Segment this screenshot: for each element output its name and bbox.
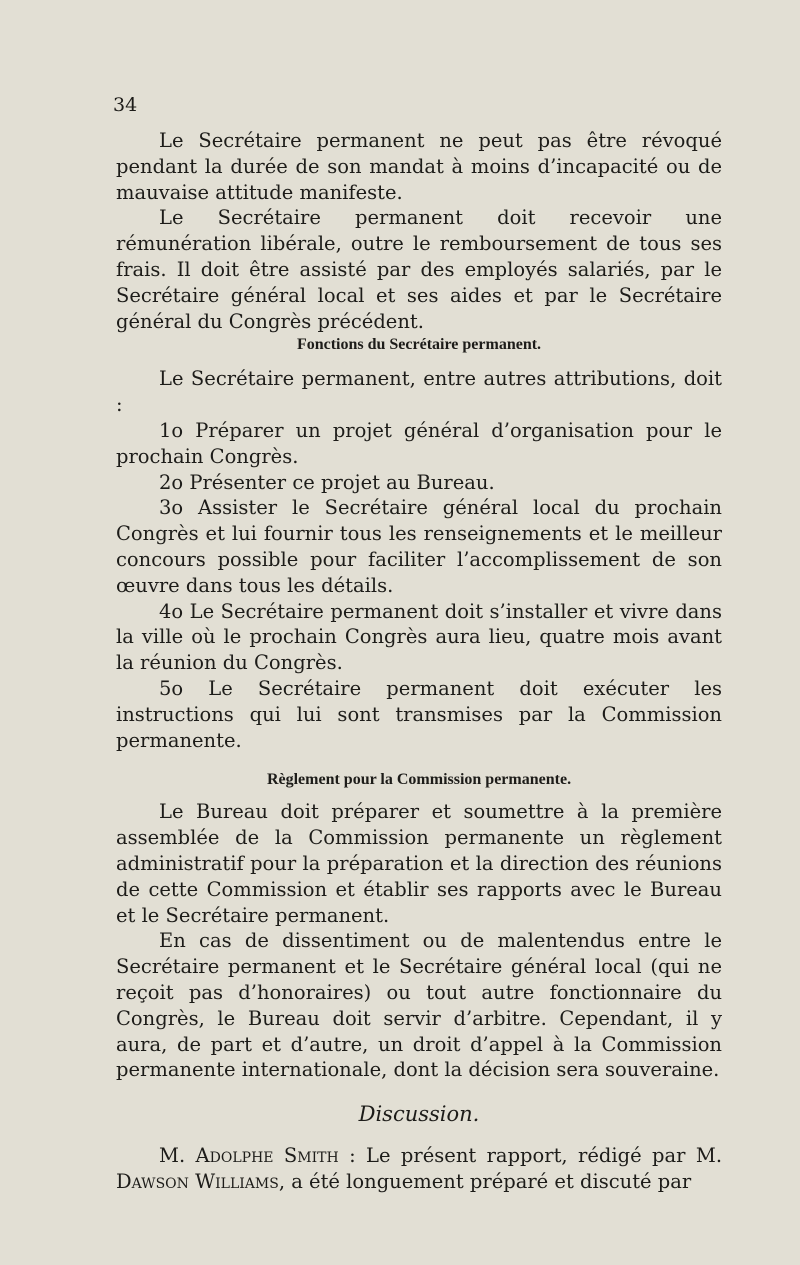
paragraph-dissentiment: En cas de dissentiment ou de malentendus entre le Secrétaire permanent et le Secrétaire général local (qui ne reçoit pas d’honoraires) ou tout autre fonctionnaire du Congrès, le Bureau doit servir d’arbitre. Cependant, il y aura, de part et d’autre, un droit d’appel à la Commission permanente internationale, dont la décision sera souveraine. bbox=[116, 929, 722, 1082]
speaker-name: M. Adolphe Smith bbox=[159, 1144, 339, 1168]
page-number: 34 bbox=[113, 94, 138, 116]
discussion-text-start: Le présent rapport, rédigé par M. bbox=[366, 1144, 723, 1168]
author-name: Dawson Williams bbox=[116, 1169, 279, 1193]
paragraph-remuneration: Le Secrétaire permanent doit recevoir une rémunération libérale, outre le remboursement de tous ses frais. Il doit être assisté par des employés salariés, par le Secrétaire général local et ses aides et par le Secrétaire général du Congrès précédent. bbox=[116, 206, 722, 333]
heading-discussion: Discussion. bbox=[358, 1102, 480, 1127]
speaker-separator: : bbox=[338, 1144, 367, 1168]
list-item-3: 3o Assister le Secrétaire général local du prochain Congrès et lui fournir tous les renseignements et le meilleur concours possible pour faciliter l’accomplissement de son œuvre dans tous les détails. bbox=[116, 496, 722, 597]
list-item-1: 1o Préparer un projet général d’organisation pour le prochain Congrès. bbox=[116, 418, 722, 468]
discussion-text-end: , a été longuement préparé et discuté par bbox=[278, 1169, 692, 1193]
paragraph-attributions-intro: Le Secrétaire permanent, entre autres attributions, doit : bbox=[116, 367, 722, 417]
list-item-5: 5o Le Secrétaire permanent doit exécuter les instructions qui lui sont transmises par la Commission permanente. bbox=[116, 676, 722, 752]
heading-fonctions: Fonctions du Secrétaire permanent. bbox=[296, 336, 542, 354]
paragraph-reglement: Le Bureau doit préparer et soumettre à la première assemblée de la Commission permanente un règlement administratif pour la préparation et la direction des réunions de cette Commission et établir ses rapports avec le Bureau et le Secrétaire permanent. bbox=[116, 800, 722, 927]
page-content bbox=[116, 128, 722, 1195]
paragraph-discussion bbox=[116, 1143, 722, 1195]
paragraph-revocation: Le Secrétaire permanent ne peut pas être révoqué pendant la durée de son mandat à moins d’incapacité ou de mauvaise attitude manifeste. bbox=[116, 129, 722, 204]
heading-reglement: Règlement pour la Commission permanente. bbox=[266, 771, 572, 789]
list-item-4: 4o Le Secrétaire permanent doit s’installer et vivre dans la ville où le prochain Congrès aura lieu, quatre mois avant la réunion du Congrès. bbox=[116, 599, 722, 675]
list-item-2: 2o Présenter ce projet au Bureau. bbox=[159, 470, 495, 494]
